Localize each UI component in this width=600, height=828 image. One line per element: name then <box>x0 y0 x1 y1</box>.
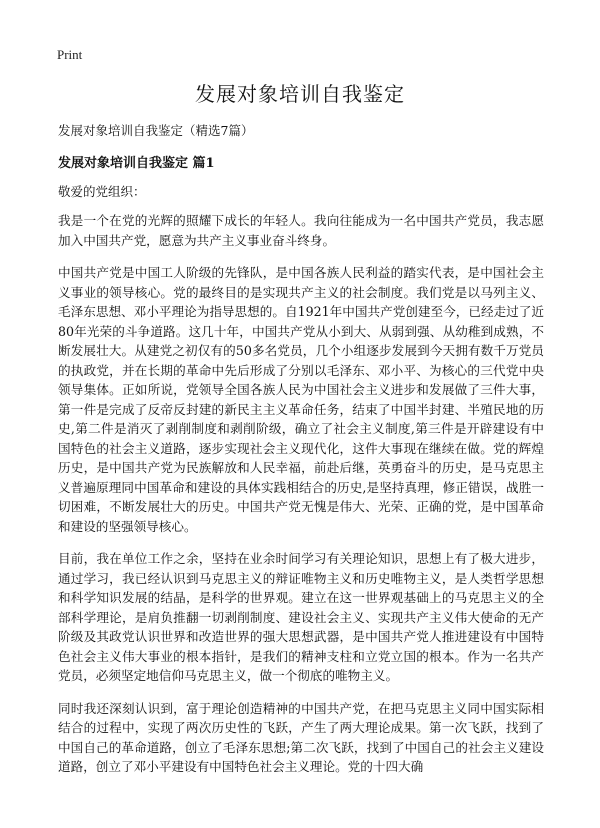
paragraph-2: 中国共产党是中国工人阶级的先锋队，是中国各族人民利益的踏实代表，是中国社会主义事业的领导核心。党的最终目的是实现共产主义的社会制度。我们党是以马列主义、毛泽东思想、邓小平理论为指导思想的。自1921年中国共产党创建至今，已经走过了近80年光荣的斗争道路。这几十年，中国共产党从小到大、从弱到强、从幼稚到成熟，不断发展壮大。从建党之初仅有的50多名党员，几个小组逐步发展到今天拥有数千万党员的执政党，并在长期的革命中先后形成了分别以毛泽东、邓小平、为核心的三代党中央领导集体。正如所说，党领导全国各族人民为中国社会主义进步和发展做了三件大事，第一件是完成了反帝反封建的新民主主义革命任务，结束了中国半封建、半殖民地的历史,第二件是消灭了剥削制度和剥削阶级，确立了社会主义制度,第三件是开辟建设有中国特色的社会主义道路，逐步实现社会主义现代化，这件大事现在继续在做。党的辉煌历史，是中国共产党为民族解放和人民幸福，前赴后继，英勇奋斗的历史，是马克思主义普遍原理同中国革命和建设的具体实践相结合的历史,是坚持真理，修正错误，战胜一切困难，不断发展壮大的历史。中国共产党无愧是伟大、光荣、正确的党，是中国革命和建设的坚强领导核心。 <box>58 265 544 534</box>
paragraph-4: 同时我还深刻认识到，富于理论创造精神的中国共产党，在把马克思主义同中国实际相结合的过程中，实现了两次历史性的飞跃，产生了两大理论成果。第一次飞跃，找到了中国自己的革命道路，创立了毛泽东思想;第二次飞跃，找到了中国自己的社会主义建设道路，创立了邓小平建设有中国特色社会主义理论。党的十四大确 <box>58 700 544 774</box>
paragraph-1: 我是一个在党的光辉的照耀下成长的年轻人。我向往能成为一名中国共产党员，我志愿加入中国共产党，愿意为共产主义事业奋斗终身。 <box>58 213 544 248</box>
salutation: 敬爱的党组织： <box>58 184 146 199</box>
document-subtitle: 发展对象培训自我鉴定（精选7篇） <box>58 123 254 138</box>
paragraph-3: 目前，我在单位工作之余，坚持在业余时间学习有关理论知识，思想上有了极大进步，通过学习，我已经认识到马克思主义的辩证唯物主义和历史唯物主义，是人类哲学思想和科学知识发展的结晶，是科学的世界观。建立在这一世界观基础上的马克思主义的全部科学理论，是肩负推翻一切剥削制度、建设社会主义、实现共产主义伟大使命的无产阶级及其政党认识世界和改造世界的强大思想武器，是中国共产党人推进建设有中国特色社会主义伟大事业的根本指针，是我们的精神支柱和立党立国的根本。作为一名共产党员，必须坚定地信仰马克思主义，做一个彻底的唯物主义。 <box>58 551 544 683</box>
body-text <box>58 211 544 790</box>
page-title: 发展对象培训自我鉴定 <box>195 82 405 106</box>
print-link[interactable]: Print <box>57 47 83 62</box>
section-heading: 发展对象培训自我鉴定 篇1 <box>58 156 215 171</box>
